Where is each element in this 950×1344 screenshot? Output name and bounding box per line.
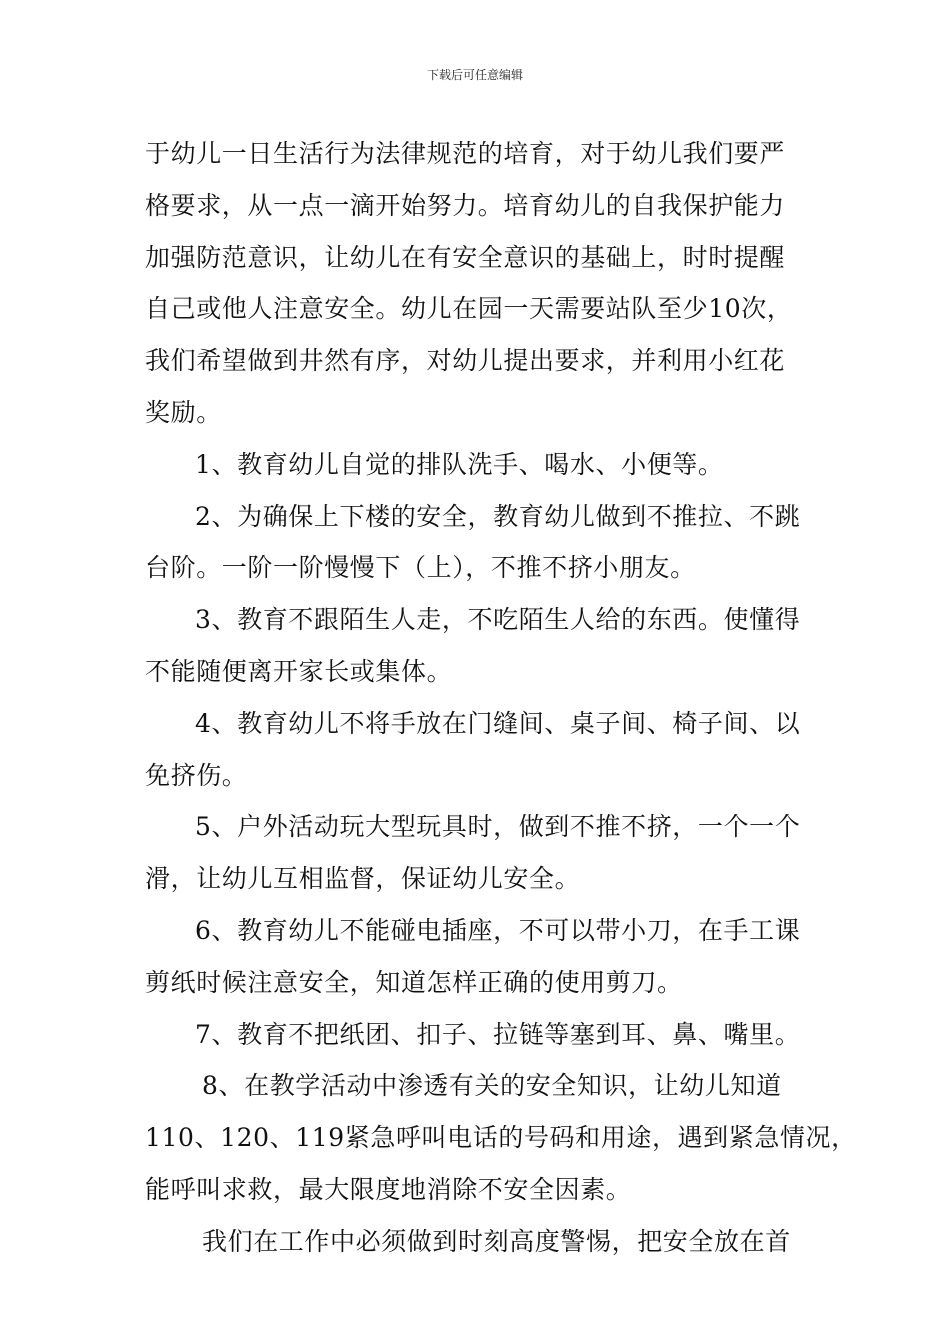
text-line: 剪纸时候注意安全，知道怎样正确的使用剪刀。 bbox=[145, 967, 683, 997]
list-item-4: 4、教育幼儿不将手放在门缝间、桌子间、椅子间、以 bbox=[195, 708, 801, 738]
list-item-5: 5、户外活动玩大型玩具时，做到不推不挤，一个一个 bbox=[195, 812, 801, 842]
text-line: 滑，让幼儿互相监督，保证幼儿安全。 bbox=[145, 864, 581, 894]
closing-paragraph: 我们在工作中必须做到时刻高度警惕，把安全放在首 bbox=[202, 1226, 791, 1256]
text-line: 加强防范意识，让幼儿在有安全意识的基础上，时时提醒 bbox=[145, 242, 786, 272]
document-body bbox=[145, 128, 857, 1268]
text-line: 格要求，从一点一滴开始努力。培育幼儿的自我保护能力 bbox=[145, 190, 786, 220]
text-line: 不能随便离开家长或集体。 bbox=[145, 656, 453, 686]
list-item-2: 2、为确保上下楼的安全，教育幼儿做到不推拉、不跳 bbox=[195, 501, 801, 531]
list-item-8: 8、在教学活动中渗透有关的安全知识，让幼儿知道 bbox=[202, 1071, 782, 1101]
list-item-6: 6、教育幼儿不能碰电插座，不可以带小刀，在手工课 bbox=[195, 915, 801, 945]
text-line: 能呼叫求救，最大限度地消除不安全因素。 bbox=[145, 1174, 632, 1204]
list-item-3: 3、教育不跟陌生人走，不吃陌生人给的东西。使懂得 bbox=[195, 605, 801, 635]
text-line: 免挤伤。 bbox=[145, 760, 248, 790]
page-header: 下载后可任意编辑 bbox=[426, 68, 523, 82]
text-line: 于幼儿一日生活行为法律规范的培育，对于幼儿我们要严 bbox=[145, 139, 786, 168]
text-line: 我们希望做到井然有序，对幼儿提出要求，并利用小红花 bbox=[145, 346, 786, 376]
list-item-7: 7、教育不把纸团、扣子、拉链等塞到耳、鼻、嘴里。 bbox=[195, 1019, 801, 1049]
text-line: 奖励。 bbox=[145, 397, 222, 427]
text-line: 自己或他人注意安全。幼儿在园一天需要站队至少10次， bbox=[145, 294, 793, 324]
list-item-1: 1、教育幼儿自觉的排队洗手、喝水、小便等。 bbox=[195, 449, 724, 479]
text-line: 台阶。一阶一阶慢慢下（上），不推不挤小朋友。 bbox=[145, 553, 696, 583]
text-line: 110、120、119紧急呼叫电话的号码和用途，遇到紧急情况， bbox=[145, 1123, 857, 1153]
